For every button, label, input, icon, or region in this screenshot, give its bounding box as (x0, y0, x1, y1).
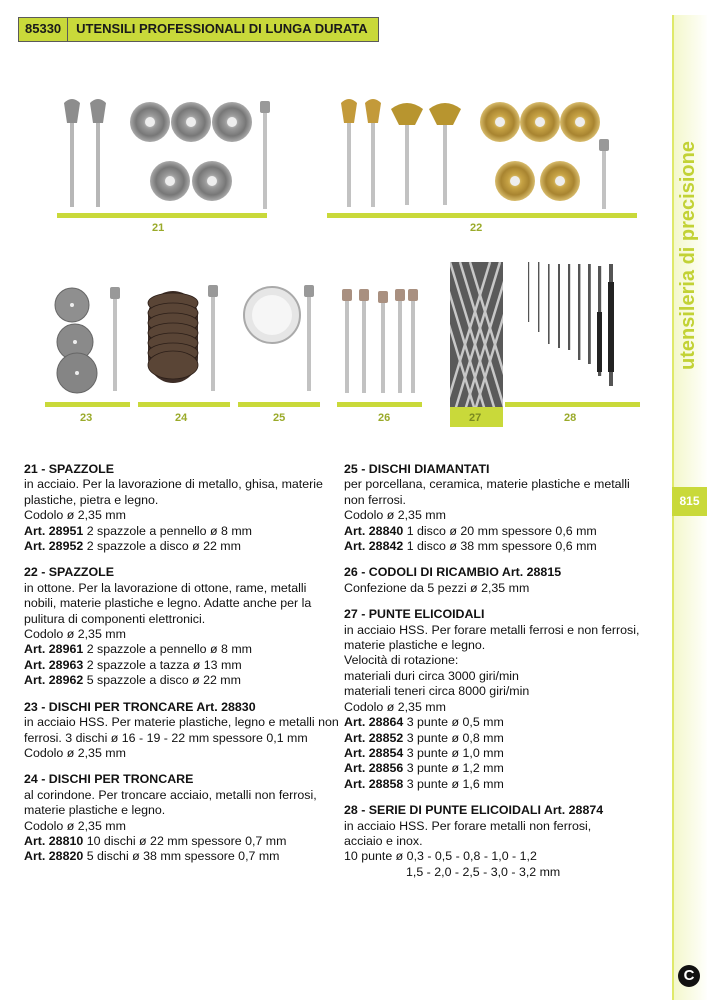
article-desc: 3 punte ø 1,0 mm (403, 745, 504, 760)
section-21-line: plastiche, pietra e legno. (24, 492, 159, 507)
figure-25-label: 25 (273, 412, 286, 424)
section-27-line: in acciaio HSS. Per forare metalli ferrosi e non ferrosi, (344, 622, 640, 637)
section-24-line: al corindone. Per troncare acciaio, metalli non ferrosi, (24, 787, 317, 802)
section-25-title: 25 - DISCHI DIAMANTATI (344, 462, 490, 476)
figure-28-drill-set (520, 262, 630, 402)
section-21-title: 21 - SPAZZOLE (24, 462, 114, 476)
article-desc: 2 spazzole a tazza ø 13 mm (83, 657, 242, 672)
figure-24-abrasive-discs (140, 283, 230, 395)
article-28820 (24, 849, 344, 864)
section-22-line: nobili, materie plastiche e legno. Adatte anche per la (24, 596, 312, 611)
article-code: Art. 28842 (344, 539, 404, 554)
article-code: Art. 28962 (24, 673, 84, 688)
section-28-line: 1,5 - 2,0 - 2,5 - 3,0 - 3,2 mm (406, 864, 561, 879)
section-27-line: Velocità di rotazione: (344, 653, 459, 668)
article-code: Art. 28951 (24, 523, 84, 538)
article-code: Art. 28856 (344, 761, 404, 776)
article-desc: 2 spazzole a pennello ø 8 mm (83, 523, 252, 538)
article-28961 (24, 642, 344, 657)
figure-22-brass-brushes (335, 95, 610, 215)
article-desc: 2 spazzole a pennello ø 8 mm (83, 642, 252, 657)
section-23 (24, 700, 344, 762)
left-column (24, 462, 344, 876)
figure-25-bar (238, 402, 320, 407)
article-28840 (344, 524, 666, 539)
article-28952 (24, 539, 344, 554)
figure-21-label: 21 (152, 222, 165, 234)
figure-26-label: 26 (378, 412, 391, 424)
article-desc: 3 punte ø 1,6 mm (403, 776, 504, 791)
article-28854 (344, 746, 666, 761)
article-desc: 1 disco ø 20 mm spessore 0,6 mm (403, 523, 597, 538)
article-code: Art. 28852 (344, 730, 404, 745)
figure-23-bar (45, 402, 130, 407)
section-23-line: in acciaio HSS. Per materie plastiche, legno e metalli non (24, 715, 339, 730)
section-24 (24, 772, 344, 864)
section-24-title: 24 - DISCHI PER TRONCARE (24, 772, 194, 787)
article-28963 (24, 658, 344, 673)
article-desc: 3 punte ø 1,2 mm (403, 761, 504, 776)
section-24-line: Codolo ø 2,35 mm (24, 818, 126, 833)
section-21 (24, 462, 344, 554)
article-code: Art. 28840 (344, 523, 404, 538)
article-code: Art. 28858 (344, 776, 404, 791)
section-27-line: materiali teneri circa 8000 giri/min (344, 684, 530, 699)
section-25-line: Codolo ø 2,35 mm (344, 508, 446, 523)
right-column (344, 462, 666, 891)
article-desc: 5 dischi ø 38 mm spessore 0,7 mm (83, 849, 280, 864)
section-22-line: in ottone. Per la lavorazione di ottone, rame, metalli (24, 580, 307, 595)
page-title: UTENSILI PROFESSIONALI DI LUNGA DURATA (67, 17, 379, 42)
figure-25-diamond-disc (240, 283, 320, 395)
article-28951 (24, 524, 344, 539)
page-number: 815 (672, 487, 707, 516)
article-28842 (344, 539, 666, 554)
figure-22-bar (327, 213, 637, 218)
article-desc: 3 punte ø 0,5 mm (403, 715, 504, 730)
section-23-line: ferrosi. 3 dischi ø 16 - 19 - 22 mm spessore 0,1 mm (24, 730, 308, 745)
section-27 (344, 607, 666, 792)
section-27-title: 27 - PUNTE ELICOIDALI (344, 607, 485, 622)
section-28-line: acciaio e inox. (344, 833, 423, 848)
section-22-line: Codolo ø 2,35 mm (24, 627, 126, 642)
section-24-line: materie plastiche e legno. (24, 803, 166, 818)
section-22 (24, 565, 344, 688)
catalog-code: 85330 (18, 17, 67, 42)
article-code: Art. 28952 (24, 539, 84, 554)
article-desc: 5 spazzole a disco ø 22 mm (83, 673, 241, 688)
section-27-line: materie plastiche e legno. (344, 638, 486, 653)
section-25-line: per porcellana, ceramica, materie plastiche e metalli (344, 477, 630, 492)
article-code: Art. 28854 (344, 745, 404, 760)
section-22-line: pulitura di componenti elettronici. (24, 611, 206, 626)
page-header (18, 17, 379, 42)
figure-26-bar (337, 402, 422, 407)
section-22-title: 22 - SPAZZOLE (24, 565, 114, 580)
section-28 (344, 803, 666, 880)
article-28856 (344, 761, 666, 776)
section-21-line: in acciaio. Per la lavorazione di metallo, ghisa, materie (24, 477, 323, 492)
section-23-title: 23 - DISCHI PER TRONCARE Art. 28830 (24, 699, 256, 714)
brand-logo: C (678, 965, 700, 987)
article-desc: 10 dischi ø 22 mm spessore 0,7 mm (83, 833, 287, 848)
article-28852 (344, 731, 666, 746)
section-26-line: Confezione da 5 pezzi ø 2,35 mm (344, 580, 530, 595)
section-26 (344, 565, 666, 596)
article-code: Art. 28961 (24, 642, 84, 657)
article-28962 (24, 673, 344, 688)
article-28810 (24, 834, 344, 849)
section-28-title: 28 - SERIE DI PUNTE ELICOIDALI Art. 28874 (344, 803, 604, 818)
figure-27-label: 27 (469, 412, 482, 424)
article-code: Art. 28864 (344, 715, 404, 730)
figure-27-twist-drills (450, 262, 503, 427)
section-28-line: in acciaio HSS. Per forare metalli non ferrosi, (344, 818, 592, 833)
article-desc: 3 punte ø 0,8 mm (403, 730, 504, 745)
section-25 (344, 462, 666, 554)
article-code: Art. 28820 (24, 849, 84, 864)
section-27-line: materiali duri circa 3000 giri/min (344, 668, 519, 683)
figure-26-mandrels (340, 285, 420, 397)
figure-28-bar (505, 402, 640, 407)
article-code: Art. 28963 (24, 657, 84, 672)
section-vertical-title: utensileria di precisione (677, 141, 699, 370)
article-28864 (344, 715, 666, 730)
article-desc: 2 spazzole a disco ø 22 mm (83, 539, 241, 554)
article-code: Art. 28810 (24, 833, 84, 848)
section-25-line: non ferrosi. (344, 492, 406, 507)
figure-24-bar (138, 402, 230, 407)
figure-21-steel-brushes (60, 95, 275, 215)
section-27-line: Codolo ø 2,35 mm (344, 699, 446, 714)
article-28858 (344, 777, 666, 792)
figure-23-hss-discs (50, 285, 130, 395)
figure-23-label: 23 (80, 412, 93, 424)
article-desc: 1 disco ø 38 mm spessore 0,6 mm (403, 539, 597, 554)
section-23-line: Codolo ø 2,35 mm (24, 745, 126, 760)
section-21-line: Codolo ø 2,35 mm (24, 508, 126, 523)
figure-28-label: 28 (564, 412, 577, 424)
figure-22-label: 22 (470, 222, 483, 234)
figure-24-label: 24 (175, 412, 188, 424)
section-28-line: 10 punte ø 0,3 - 0,5 - 0,8 - 1,0 - 1,2 (344, 849, 537, 864)
figure-21-bar (57, 213, 267, 218)
section-26-title: 26 - CODOLI DI RICAMBIO Art. 28815 (344, 565, 562, 580)
